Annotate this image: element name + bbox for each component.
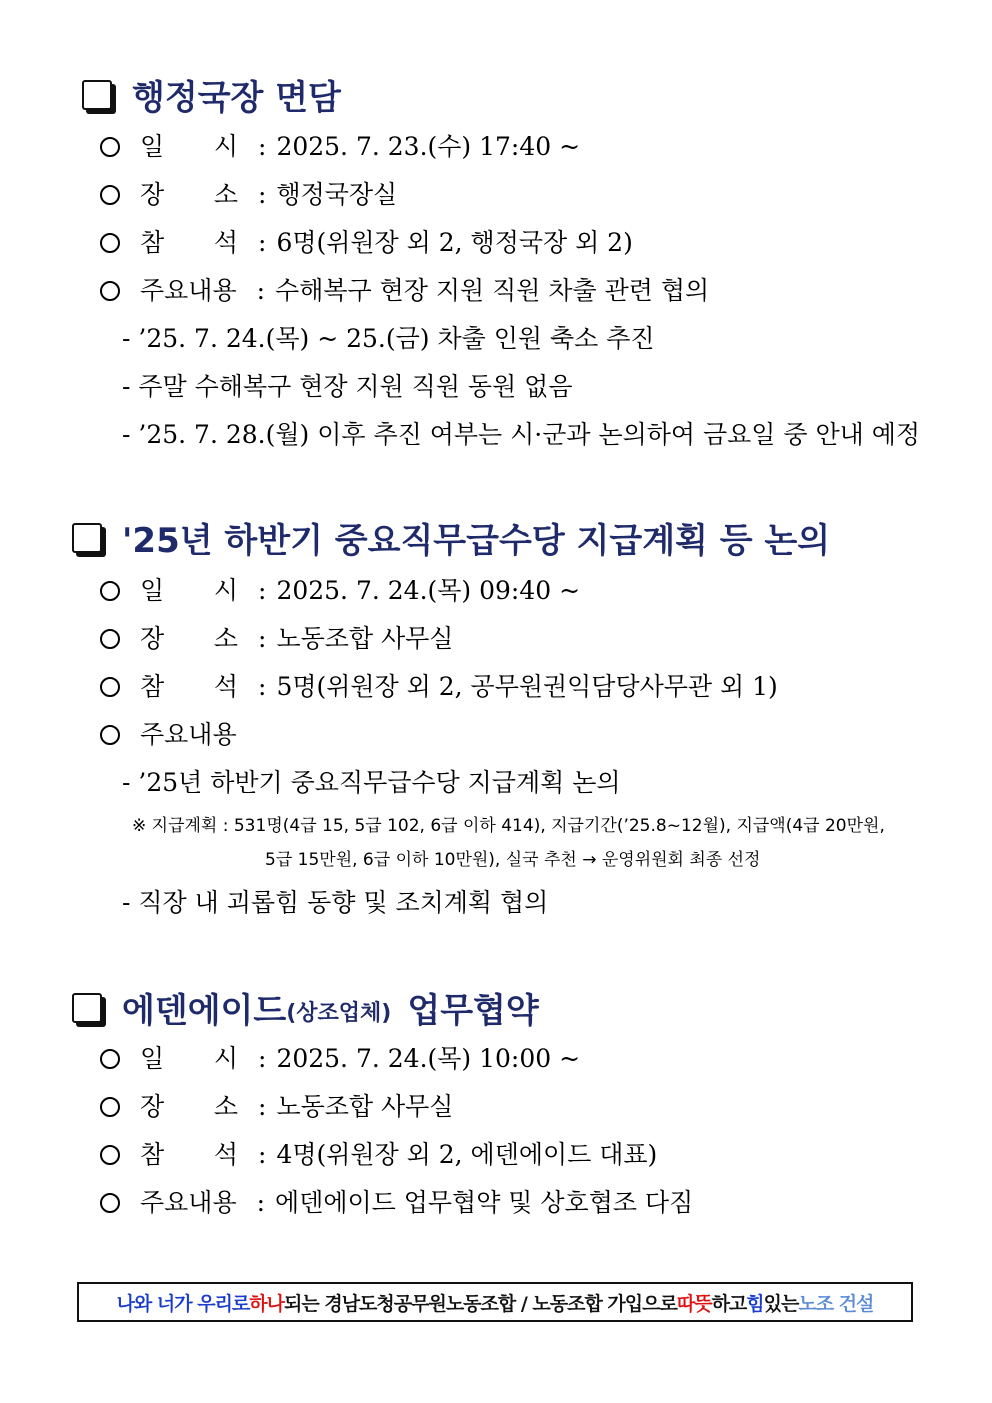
info-row-attendees xyxy=(100,230,633,255)
info-label: 일 시 xyxy=(140,1044,238,1073)
section-title-text: '25년 하반기 중요직무급수당 지급계획 등 논의 xyxy=(122,521,831,561)
label-separator: : xyxy=(258,228,267,257)
label-separator: : xyxy=(256,276,266,305)
slogan-segment: 힘 xyxy=(746,1292,764,1315)
section-title-text: 행정국장 면담 xyxy=(132,78,341,118)
circle-bullet-icon xyxy=(100,581,120,601)
section-title-main: 에덴에이드 xyxy=(122,991,287,1031)
circle-bullet-icon xyxy=(100,185,120,205)
info-row-content xyxy=(100,722,237,747)
sub-item: - 주말 수해복구 현장 지원 직원 동원 없음 xyxy=(122,372,573,401)
info-value: 6명(위원장 외 2, 행정국장 외 2) xyxy=(276,228,633,257)
info-value: 행정국장실 xyxy=(276,180,398,209)
note-line-1: ※ 지급계획 : 531명(4급 15, 5급 102, 6급 이하 414), 지급기간(’25.8~12월), 지급액(4급 20만원, xyxy=(132,816,885,836)
info-row-content xyxy=(100,278,709,303)
info-label: 장 소 xyxy=(140,624,238,653)
circle-bullet-icon xyxy=(100,1145,120,1165)
info-value: 2025. 7. 24.(목) 09:40 ~ xyxy=(276,576,581,605)
sub-item: - ’25. 7. 28.(월) 이후 추진 여부는 시·군과 논의하여 금요일 중 안내 예정 xyxy=(122,420,921,449)
info-label: 주요내용 xyxy=(140,720,237,749)
info-row-attendees xyxy=(100,674,778,699)
info-value: 5명(위원장 외 2, 공무원권익담당사무관 외 1) xyxy=(276,672,778,701)
info-value: 수해복구 현장 지원 직원 차출 관련 협의 xyxy=(275,276,710,305)
label-separator: : xyxy=(258,132,267,161)
info-row-place xyxy=(100,182,397,207)
slogan-segment: 따뜻 xyxy=(676,1292,712,1315)
section-title-paren: (상조업체) xyxy=(286,1001,392,1026)
circle-bullet-icon xyxy=(100,281,120,301)
section-title-3 xyxy=(72,983,539,1032)
circle-bullet-icon xyxy=(100,1097,120,1117)
info-row-place xyxy=(100,626,453,651)
section-title-rest: 업무협약 xyxy=(407,991,539,1031)
label-separator: : xyxy=(258,1044,267,1073)
sub-item: - ’25년 하반기 중요직무급수당 지급계획 논의 xyxy=(122,768,621,797)
info-label: 장 소 xyxy=(140,180,238,209)
section-title-1 xyxy=(82,70,341,119)
section-title-2 xyxy=(72,513,830,562)
info-label: 참 석 xyxy=(140,1140,238,1169)
slogan-segment: 나와 너가 우리로 xyxy=(116,1292,250,1315)
slogan-segment: 되는 경남도청공무원노동조합 / 노동조합 가입으로 xyxy=(284,1292,677,1315)
label-separator: : xyxy=(258,1092,267,1121)
label-separator: : xyxy=(258,576,267,605)
circle-bullet-icon xyxy=(100,233,120,253)
info-label: 일 시 xyxy=(140,132,238,161)
circle-bullet-icon xyxy=(100,677,120,697)
slogan-segment: 있는 xyxy=(763,1292,799,1315)
note-line-2: 5급 15만원, 6급 이하 10만원), 실국 추천 → 운영위원회 최종 선정 xyxy=(265,850,761,870)
label-separator: : xyxy=(258,672,267,701)
circle-bullet-icon xyxy=(100,137,120,157)
checkbox-square-icon xyxy=(72,523,102,553)
info-value: 노동조합 사무실 xyxy=(276,624,454,653)
slogan-segment: 하고 xyxy=(711,1292,747,1315)
circle-bullet-icon xyxy=(100,629,120,649)
footer-slogan xyxy=(77,1282,913,1322)
info-value: 4명(위원장 외 2, 에덴에이드 대표) xyxy=(276,1140,658,1169)
info-label: 장 소 xyxy=(140,1092,238,1121)
info-label: 주요내용 xyxy=(140,1188,237,1217)
info-row-place xyxy=(100,1094,453,1119)
info-label: 참 석 xyxy=(140,672,238,701)
checkbox-square-icon xyxy=(72,993,102,1023)
label-separator: : xyxy=(258,180,267,209)
slogan-segment: 노조 건설 xyxy=(798,1292,874,1315)
info-row-attendees xyxy=(100,1142,657,1167)
label-separator: : xyxy=(256,1188,266,1217)
sub-item: - 직장 내 괴롭힘 동향 및 조치계획 협의 xyxy=(122,888,549,917)
info-row-date xyxy=(100,134,580,159)
info-value: 2025. 7. 23.(수) 17:40 ~ xyxy=(276,132,581,161)
info-value: 에덴에이드 업무협약 및 상호협조 다짐 xyxy=(275,1188,694,1217)
sub-item: - ’25. 7. 24.(목) ~ 25.(금) 차출 인원 축소 추진 xyxy=(122,324,655,353)
info-value: 노동조합 사무실 xyxy=(276,1092,454,1121)
circle-bullet-icon xyxy=(100,1049,120,1069)
slogan-segment: 하나 xyxy=(249,1292,285,1315)
info-label: 일 시 xyxy=(140,576,238,605)
info-label: 참 석 xyxy=(140,228,238,257)
circle-bullet-icon xyxy=(100,725,120,745)
info-row-content xyxy=(100,1190,693,1215)
info-row-date xyxy=(100,1046,580,1071)
info-label: 주요내용 xyxy=(140,276,237,305)
label-separator: : xyxy=(258,624,267,653)
checkbox-square-icon xyxy=(82,80,112,110)
info-row-date xyxy=(100,578,580,603)
circle-bullet-icon xyxy=(100,1193,120,1213)
label-separator: : xyxy=(258,1140,267,1169)
info-value: 2025. 7. 24.(목) 10:00 ~ xyxy=(276,1044,581,1073)
